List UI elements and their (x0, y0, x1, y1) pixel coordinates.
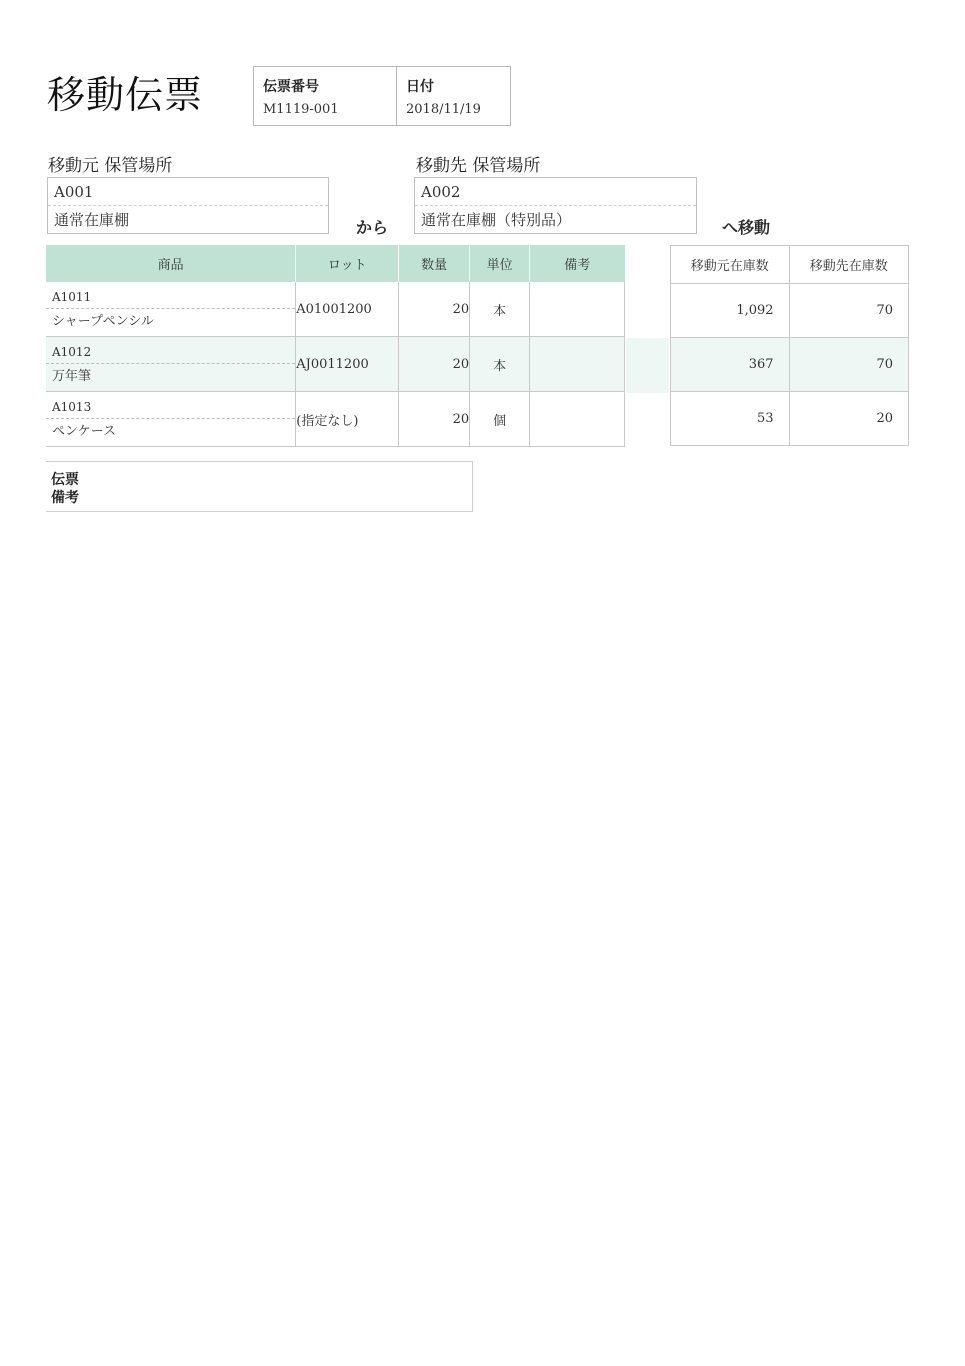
quantity-cell[interactable]: 20 (399, 337, 470, 392)
column-header-product: 商品 (46, 245, 296, 282)
source-location-code[interactable]: A001 (48, 178, 328, 206)
product-name: 万年筆 (52, 369, 92, 384)
lot-cell[interactable]: A01001200 (296, 282, 399, 337)
lot-cell[interactable]: AJ0011200 (296, 337, 399, 392)
table-row (671, 392, 909, 446)
source-location-box (47, 177, 329, 234)
unit-cell[interactable]: 本 (470, 282, 530, 337)
row-highlight-band (626, 338, 669, 393)
column-header-source-stock: 移動元在庫数 (671, 246, 790, 284)
from-connector-text: から (356, 218, 389, 237)
destination-location-name[interactable]: 通常在庫棚（特別品） (421, 211, 572, 229)
product-cell[interactable] (46, 337, 296, 392)
slip-number-label: 伝票番号 (263, 79, 319, 95)
destination-location-heading: 移動先 保管場所 (416, 156, 541, 176)
column-header-quantity: 数量 (399, 245, 470, 282)
table-row (671, 338, 909, 392)
source-stock-cell: 367 (671, 338, 790, 392)
product-code: A1012 (46, 337, 295, 364)
slip-date-cell (397, 67, 510, 125)
slip-number-value[interactable]: M1119-001 (263, 102, 339, 117)
slip-info-box (253, 66, 511, 126)
product-name: シャープペンシル (52, 314, 154, 329)
quantity-cell[interactable]: 20 (399, 282, 470, 337)
destination-stock-cell: 70 (789, 338, 908, 392)
remarks-label-line2: 備考 (51, 490, 79, 506)
column-header-lot: ロット (296, 245, 399, 282)
source-stock-cell: 53 (671, 392, 790, 446)
slip-date-value[interactable]: 2018/11/19 (406, 102, 481, 117)
source-location-name[interactable]: 通常在庫棚 (54, 211, 130, 229)
destination-location-code[interactable]: A002 (415, 178, 696, 206)
destination-stock-cell: 20 (789, 392, 908, 446)
product-code: A1011 (46, 282, 295, 309)
remarks-label-line1: 伝票 (51, 472, 79, 488)
remarks-box[interactable] (46, 461, 473, 512)
product-name: ペンケース (52, 424, 117, 439)
product-cell[interactable] (46, 282, 296, 337)
to-connector-text: へ移動 (722, 218, 771, 237)
column-header-note: 備考 (530, 245, 625, 282)
slip-number-cell (254, 67, 397, 125)
destination-stock-cell: 70 (789, 284, 908, 338)
product-code: A1013 (46, 392, 295, 419)
unit-cell[interactable]: 本 (470, 337, 530, 392)
column-header-destination-stock: 移動先在庫数 (789, 246, 908, 284)
quantity-cell[interactable]: 20 (399, 392, 470, 447)
stock-table (670, 245, 909, 446)
column-header-unit: 単位 (470, 245, 530, 282)
destination-location-box (414, 177, 697, 234)
items-table-header-row (46, 245, 625, 282)
lot-cell[interactable]: (指定なし) (296, 392, 399, 447)
table-row (46, 282, 625, 337)
source-location-heading: 移動元 保管場所 (48, 156, 173, 176)
unit-cell[interactable]: 個 (470, 392, 530, 447)
note-cell[interactable] (530, 392, 625, 447)
source-stock-cell: 1,092 (671, 284, 790, 338)
remarks-label (51, 471, 91, 507)
table-row (46, 392, 625, 447)
stock-table-header-row (671, 246, 909, 284)
product-cell[interactable] (46, 392, 296, 447)
slip-date-label: 日付 (406, 79, 434, 95)
page-title: 移動伝票 (47, 73, 204, 117)
items-table (46, 245, 625, 447)
note-cell[interactable] (530, 282, 625, 337)
note-cell[interactable] (530, 337, 625, 392)
table-row (671, 284, 909, 338)
table-row (46, 337, 625, 392)
